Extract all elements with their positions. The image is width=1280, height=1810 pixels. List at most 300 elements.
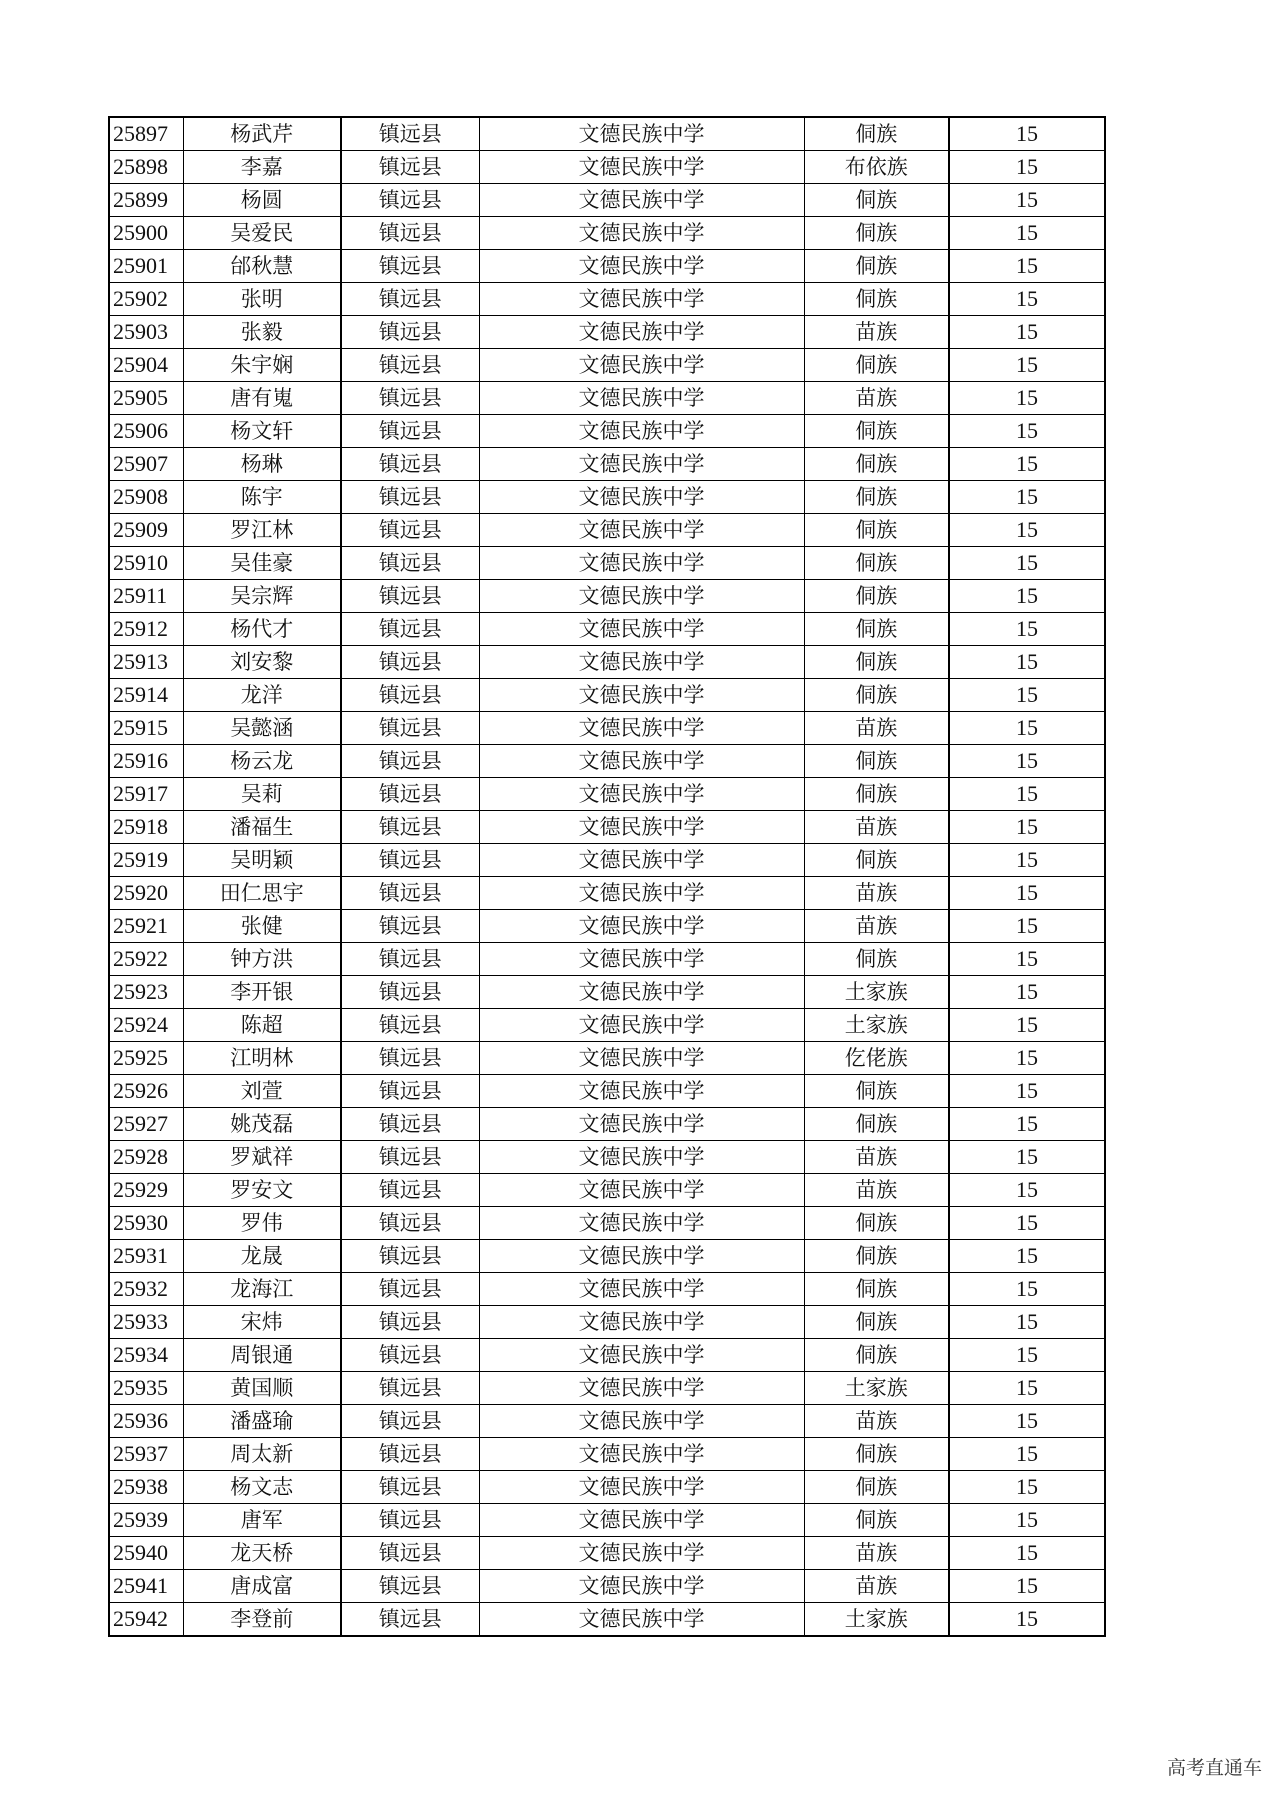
score-cell: 15: [949, 415, 1105, 448]
table-body: [109, 117, 1105, 1636]
student-id-cell: 25914: [109, 679, 183, 712]
county-cell: 镇远县: [341, 1009, 479, 1042]
county-cell: 镇远县: [341, 943, 479, 976]
ethnicity-cell: 苗族: [804, 382, 949, 415]
ethnicity-cell: 布依族: [804, 151, 949, 184]
score-cell: 15: [949, 943, 1105, 976]
table-row: [109, 910, 1105, 943]
school-cell: 文德民族中学: [479, 547, 804, 580]
county-cell: 镇远县: [341, 151, 479, 184]
county-cell: 镇远县: [341, 547, 479, 580]
score-cell: 15: [949, 580, 1105, 613]
student-id-cell: 25921: [109, 910, 183, 943]
ethnicity-cell: 侗族: [804, 1438, 949, 1471]
table-row: [109, 448, 1105, 481]
student-id-cell: 25925: [109, 1042, 183, 1075]
county-cell: 镇远县: [341, 184, 479, 217]
table-row: [109, 514, 1105, 547]
student-name-cell: 龙天桥: [183, 1537, 341, 1570]
score-cell: 15: [949, 1504, 1105, 1537]
school-cell: 文德民族中学: [479, 1504, 804, 1537]
county-cell: 镇远县: [341, 1405, 479, 1438]
table-row: [109, 1471, 1105, 1504]
student-id-cell: 25936: [109, 1405, 183, 1438]
table-row: [109, 1108, 1105, 1141]
student-id-cell: 25923: [109, 976, 183, 1009]
county-cell: 镇远县: [341, 514, 479, 547]
ethnicity-cell: 侗族: [804, 1504, 949, 1537]
student-name-cell: 黄国顺: [183, 1372, 341, 1405]
county-cell: 镇远县: [341, 448, 479, 481]
score-cell: 15: [949, 547, 1105, 580]
student-name-cell: 唐军: [183, 1504, 341, 1537]
county-cell: 镇远县: [341, 481, 479, 514]
county-cell: 镇远县: [341, 349, 479, 382]
county-cell: 镇远县: [341, 1306, 479, 1339]
score-cell: 15: [949, 448, 1105, 481]
student-id-cell: 25940: [109, 1537, 183, 1570]
county-cell: 镇远县: [341, 1339, 479, 1372]
school-cell: 文德民族中学: [479, 1273, 804, 1306]
table-row: [109, 1240, 1105, 1273]
school-cell: 文德民族中学: [479, 1471, 804, 1504]
table-row: [109, 1042, 1105, 1075]
ethnicity-cell: 侗族: [804, 1240, 949, 1273]
student-id-cell: 25902: [109, 283, 183, 316]
student-name-cell: 吴懿涵: [183, 712, 341, 745]
student-name-cell: 陈宇: [183, 481, 341, 514]
school-cell: 文德民族中学: [479, 1042, 804, 1075]
ethnicity-cell: 苗族: [804, 1174, 949, 1207]
table-row: [109, 151, 1105, 184]
student-name-cell: 龙晟: [183, 1240, 341, 1273]
student-name-cell: 钟方洪: [183, 943, 341, 976]
county-cell: 镇远县: [341, 1603, 479, 1637]
ethnicity-cell: 侗族: [804, 844, 949, 877]
ethnicity-cell: 侗族: [804, 283, 949, 316]
ethnicity-cell: 侗族: [804, 613, 949, 646]
school-cell: 文德民族中学: [479, 514, 804, 547]
school-cell: 文德民族中学: [479, 877, 804, 910]
student-id-cell: 25916: [109, 745, 183, 778]
school-cell: 文德民族中学: [479, 481, 804, 514]
county-cell: 镇远县: [341, 217, 479, 250]
table-row: [109, 1603, 1105, 1637]
student-id-cell: 25913: [109, 646, 183, 679]
table-row: [109, 1504, 1105, 1537]
ethnicity-cell: 苗族: [804, 910, 949, 943]
school-cell: 文德民族中学: [479, 1372, 804, 1405]
table-row: [109, 1009, 1105, 1042]
county-cell: 镇远县: [341, 811, 479, 844]
school-cell: 文德民族中学: [479, 217, 804, 250]
county-cell: 镇远县: [341, 1372, 479, 1405]
student-id-cell: 25926: [109, 1075, 183, 1108]
student-id-cell: 25908: [109, 481, 183, 514]
student-name-cell: 杨云龙: [183, 745, 341, 778]
student-id-cell: 25930: [109, 1207, 183, 1240]
score-cell: 15: [949, 1075, 1105, 1108]
county-cell: 镇远县: [341, 1141, 479, 1174]
table-row: [109, 547, 1105, 580]
score-cell: 15: [949, 184, 1105, 217]
score-cell: 15: [949, 1108, 1105, 1141]
county-cell: 镇远县: [341, 415, 479, 448]
student-id-cell: 25898: [109, 151, 183, 184]
ethnicity-cell: 侗族: [804, 250, 949, 283]
student-id-cell: 25915: [109, 712, 183, 745]
student-id-cell: 25931: [109, 1240, 183, 1273]
score-cell: 15: [949, 613, 1105, 646]
county-cell: 镇远县: [341, 910, 479, 943]
table-row: [109, 580, 1105, 613]
score-cell: 15: [949, 910, 1105, 943]
student-name-cell: 杨圆: [183, 184, 341, 217]
county-cell: 镇远县: [341, 283, 479, 316]
ethnicity-cell: 仡佬族: [804, 1042, 949, 1075]
student-name-cell: 张明: [183, 283, 341, 316]
student-name-cell: 杨文志: [183, 1471, 341, 1504]
school-cell: 文德民族中学: [479, 151, 804, 184]
student-id-cell: 25942: [109, 1603, 183, 1637]
score-cell: 15: [949, 1273, 1105, 1306]
table-row: [109, 117, 1105, 151]
student-name-cell: 吴明颖: [183, 844, 341, 877]
score-cell: 15: [949, 1372, 1105, 1405]
school-cell: 文德民族中学: [479, 1207, 804, 1240]
score-cell: 15: [949, 1537, 1105, 1570]
score-cell: 15: [949, 976, 1105, 1009]
student-id-cell: 25897: [109, 117, 183, 151]
watermark-text: 高考直通车: [1166, 1757, 1262, 1779]
score-cell: 15: [949, 1438, 1105, 1471]
school-cell: 文德民族中学: [479, 745, 804, 778]
student-id-cell: 25934: [109, 1339, 183, 1372]
county-cell: 镇远县: [341, 1240, 479, 1273]
score-cell: 15: [949, 349, 1105, 382]
student-name-cell: 姚茂磊: [183, 1108, 341, 1141]
county-cell: 镇远县: [341, 1273, 479, 1306]
school-cell: 文德民族中学: [479, 1537, 804, 1570]
ethnicity-cell: 侗族: [804, 184, 949, 217]
student-id-cell: 25901: [109, 250, 183, 283]
student-name-cell: 邰秋慧: [183, 250, 341, 283]
score-cell: 15: [949, 1141, 1105, 1174]
score-cell: 15: [949, 844, 1105, 877]
table-row: [109, 217, 1105, 250]
table-row: [109, 1537, 1105, 1570]
student-id-cell: 25928: [109, 1141, 183, 1174]
county-cell: 镇远县: [341, 1537, 479, 1570]
school-cell: 文德民族中学: [479, 250, 804, 283]
school-cell: 文德民族中学: [479, 1075, 804, 1108]
ethnicity-cell: 苗族: [804, 1405, 949, 1438]
student-id-cell: 25899: [109, 184, 183, 217]
county-cell: 镇远县: [341, 1108, 479, 1141]
student-name-cell: 潘盛瑜: [183, 1405, 341, 1438]
score-cell: 15: [949, 316, 1105, 349]
school-cell: 文德民族中学: [479, 844, 804, 877]
school-cell: 文德民族中学: [479, 976, 804, 1009]
student-id-cell: 25933: [109, 1306, 183, 1339]
student-id-cell: 25907: [109, 448, 183, 481]
school-cell: 文德民族中学: [479, 1240, 804, 1273]
ethnicity-cell: 土家族: [804, 1009, 949, 1042]
table-row: [109, 1141, 1105, 1174]
county-cell: 镇远县: [341, 117, 479, 151]
student-name-cell: 刘安黎: [183, 646, 341, 679]
ethnicity-cell: 侗族: [804, 349, 949, 382]
county-cell: 镇远县: [341, 1570, 479, 1603]
ethnicity-cell: 土家族: [804, 976, 949, 1009]
student-name-cell: 周银通: [183, 1339, 341, 1372]
ethnicity-cell: 侗族: [804, 943, 949, 976]
school-cell: 文德民族中学: [479, 316, 804, 349]
ethnicity-cell: 苗族: [804, 1141, 949, 1174]
student-name-cell: 吴爱民: [183, 217, 341, 250]
ethnicity-cell: 侗族: [804, 679, 949, 712]
student-name-cell: 杨武芹: [183, 117, 341, 151]
school-cell: 文德民族中学: [479, 646, 804, 679]
school-cell: 文德民族中学: [479, 1405, 804, 1438]
school-cell: 文德民族中学: [479, 679, 804, 712]
score-cell: 15: [949, 1207, 1105, 1240]
county-cell: 镇远县: [341, 250, 479, 283]
table-row: [109, 778, 1105, 811]
student-name-cell: 潘福生: [183, 811, 341, 844]
score-cell: 15: [949, 679, 1105, 712]
county-cell: 镇远县: [341, 745, 479, 778]
student-name-cell: 李登前: [183, 1603, 341, 1637]
ethnicity-cell: 苗族: [804, 316, 949, 349]
ethnicity-cell: 侗族: [804, 1207, 949, 1240]
county-cell: 镇远县: [341, 646, 479, 679]
ethnicity-cell: 侗族: [804, 1075, 949, 1108]
student-name-cell: 罗伟: [183, 1207, 341, 1240]
student-id-cell: 25911: [109, 580, 183, 613]
ethnicity-cell: 苗族: [804, 877, 949, 910]
student-name-cell: 田仁思宇: [183, 877, 341, 910]
ethnicity-cell: 侗族: [804, 217, 949, 250]
student-name-cell: 江明林: [183, 1042, 341, 1075]
student-id-cell: 25917: [109, 778, 183, 811]
table-row: [109, 1075, 1105, 1108]
table-row: [109, 976, 1105, 1009]
student-id-cell: 25941: [109, 1570, 183, 1603]
county-cell: 镇远县: [341, 1438, 479, 1471]
student-id-cell: 25938: [109, 1471, 183, 1504]
student-id-cell: 25932: [109, 1273, 183, 1306]
county-cell: 镇远县: [341, 316, 479, 349]
table-row: [109, 646, 1105, 679]
table-row: [109, 613, 1105, 646]
ethnicity-cell: 侗族: [804, 448, 949, 481]
county-cell: 镇远县: [341, 1042, 479, 1075]
ethnicity-cell: 侗族: [804, 646, 949, 679]
ethnicity-cell: 侗族: [804, 745, 949, 778]
score-cell: 15: [949, 745, 1105, 778]
school-cell: 文德民族中学: [479, 415, 804, 448]
ethnicity-cell: 侗族: [804, 117, 949, 151]
school-cell: 文德民族中学: [479, 778, 804, 811]
table-row: [109, 250, 1105, 283]
ethnicity-cell: 侗族: [804, 1108, 949, 1141]
school-cell: 文德民族中学: [479, 448, 804, 481]
county-cell: 镇远县: [341, 712, 479, 745]
table-row: [109, 844, 1105, 877]
student-id-cell: 25903: [109, 316, 183, 349]
score-cell: 15: [949, 1240, 1105, 1273]
table-row: [109, 1570, 1105, 1603]
student-name-cell: 李嘉: [183, 151, 341, 184]
score-cell: 15: [949, 250, 1105, 283]
table-row: [109, 1405, 1105, 1438]
school-cell: 文德民族中学: [479, 1108, 804, 1141]
ethnicity-cell: 苗族: [804, 1570, 949, 1603]
school-cell: 文德民族中学: [479, 943, 804, 976]
score-cell: 15: [949, 217, 1105, 250]
school-cell: 文德民族中学: [479, 1009, 804, 1042]
student-name-cell: 罗江林: [183, 514, 341, 547]
score-cell: 15: [949, 811, 1105, 844]
score-cell: 15: [949, 1042, 1105, 1075]
school-cell: 文德民族中学: [479, 1174, 804, 1207]
county-cell: 镇远县: [341, 778, 479, 811]
school-cell: 文德民族中学: [479, 382, 804, 415]
school-cell: 文德民族中学: [479, 349, 804, 382]
student-name-cell: 杨琳: [183, 448, 341, 481]
student-name-cell: 李开银: [183, 976, 341, 1009]
student-id-cell: 25919: [109, 844, 183, 877]
table-row: [109, 745, 1105, 778]
student-name-cell: 刘萱: [183, 1075, 341, 1108]
score-cell: 15: [949, 481, 1105, 514]
score-cell: 15: [949, 514, 1105, 547]
ethnicity-cell: 侗族: [804, 415, 949, 448]
score-cell: 15: [949, 382, 1105, 415]
table-row: [109, 316, 1105, 349]
student-name-cell: 陈超: [183, 1009, 341, 1042]
ethnicity-cell: 苗族: [804, 811, 949, 844]
student-id-cell: 25918: [109, 811, 183, 844]
school-cell: 文德民族中学: [479, 1339, 804, 1372]
table-row: [109, 184, 1105, 217]
student-name-cell: 吴莉: [183, 778, 341, 811]
school-cell: 文德民族中学: [479, 184, 804, 217]
table-row: [109, 1207, 1105, 1240]
school-cell: 文德民族中学: [479, 712, 804, 745]
school-cell: 文德民族中学: [479, 910, 804, 943]
school-cell: 文德民族中学: [479, 1141, 804, 1174]
score-cell: 15: [949, 1405, 1105, 1438]
school-cell: 文德民族中学: [479, 1570, 804, 1603]
score-cell: 15: [949, 1009, 1105, 1042]
student-name-cell: 朱宇娴: [183, 349, 341, 382]
county-cell: 镇远县: [341, 1075, 479, 1108]
school-cell: 文德民族中学: [479, 117, 804, 151]
county-cell: 镇远县: [341, 877, 479, 910]
school-cell: 文德民族中学: [479, 580, 804, 613]
ethnicity-cell: 土家族: [804, 1372, 949, 1405]
score-cell: 15: [949, 1339, 1105, 1372]
county-cell: 镇远县: [341, 844, 479, 877]
student-name-cell: 张健: [183, 910, 341, 943]
school-cell: 文德民族中学: [479, 1603, 804, 1637]
table-row: [109, 679, 1105, 712]
student-id-cell: 25929: [109, 1174, 183, 1207]
score-cell: 15: [949, 712, 1105, 745]
ethnicity-cell: 土家族: [804, 1603, 949, 1637]
student-id-cell: 25906: [109, 415, 183, 448]
student-name-cell: 龙海江: [183, 1273, 341, 1306]
table-row: [109, 1306, 1105, 1339]
student-name-cell: 龙洋: [183, 679, 341, 712]
table-row: [109, 943, 1105, 976]
student-id-cell: 25935: [109, 1372, 183, 1405]
table-row: [109, 1174, 1105, 1207]
student-id-cell: 25922: [109, 943, 183, 976]
score-cell: 15: [949, 1306, 1105, 1339]
score-cell: 15: [949, 283, 1105, 316]
table-row: [109, 349, 1105, 382]
school-cell: 文德民族中学: [479, 1306, 804, 1339]
table-row: [109, 1273, 1105, 1306]
student-roster-table: [108, 116, 1106, 1637]
score-cell: 15: [949, 877, 1105, 910]
score-cell: 15: [949, 1570, 1105, 1603]
county-cell: 镇远县: [341, 1504, 479, 1537]
ethnicity-cell: 侗族: [804, 1273, 949, 1306]
ethnicity-cell: 侗族: [804, 580, 949, 613]
student-id-cell: 25937: [109, 1438, 183, 1471]
student-name-cell: 吴宗辉: [183, 580, 341, 613]
ethnicity-cell: 侗族: [804, 778, 949, 811]
score-cell: 15: [949, 646, 1105, 679]
ethnicity-cell: 侗族: [804, 547, 949, 580]
score-cell: 15: [949, 151, 1105, 184]
student-name-cell: 罗斌祥: [183, 1141, 341, 1174]
student-name-cell: 杨文轩: [183, 415, 341, 448]
student-id-cell: 25912: [109, 613, 183, 646]
county-cell: 镇远县: [341, 580, 479, 613]
school-cell: 文德民族中学: [479, 613, 804, 646]
student-id-cell: 25927: [109, 1108, 183, 1141]
student-name-cell: 宋炜: [183, 1306, 341, 1339]
ethnicity-cell: 侗族: [804, 1471, 949, 1504]
score-cell: 15: [949, 117, 1105, 151]
student-id-cell: 25904: [109, 349, 183, 382]
table-row: [109, 1438, 1105, 1471]
student-name-cell: 唐成富: [183, 1570, 341, 1603]
student-name-cell: 唐有嵬: [183, 382, 341, 415]
score-cell: 15: [949, 1471, 1105, 1504]
table-row: [109, 481, 1105, 514]
school-cell: 文德民族中学: [479, 283, 804, 316]
county-cell: 镇远县: [341, 679, 479, 712]
county-cell: 镇远县: [341, 1174, 479, 1207]
table-row: [109, 283, 1105, 316]
ethnicity-cell: 侗族: [804, 514, 949, 547]
county-cell: 镇远县: [341, 613, 479, 646]
ethnicity-cell: 侗族: [804, 1339, 949, 1372]
table-row: [109, 1372, 1105, 1405]
student-name-cell: 周太新: [183, 1438, 341, 1471]
ethnicity-cell: 苗族: [804, 712, 949, 745]
student-id-cell: 25910: [109, 547, 183, 580]
student-name-cell: 罗安文: [183, 1174, 341, 1207]
score-cell: 15: [949, 1174, 1105, 1207]
table-row: [109, 811, 1105, 844]
